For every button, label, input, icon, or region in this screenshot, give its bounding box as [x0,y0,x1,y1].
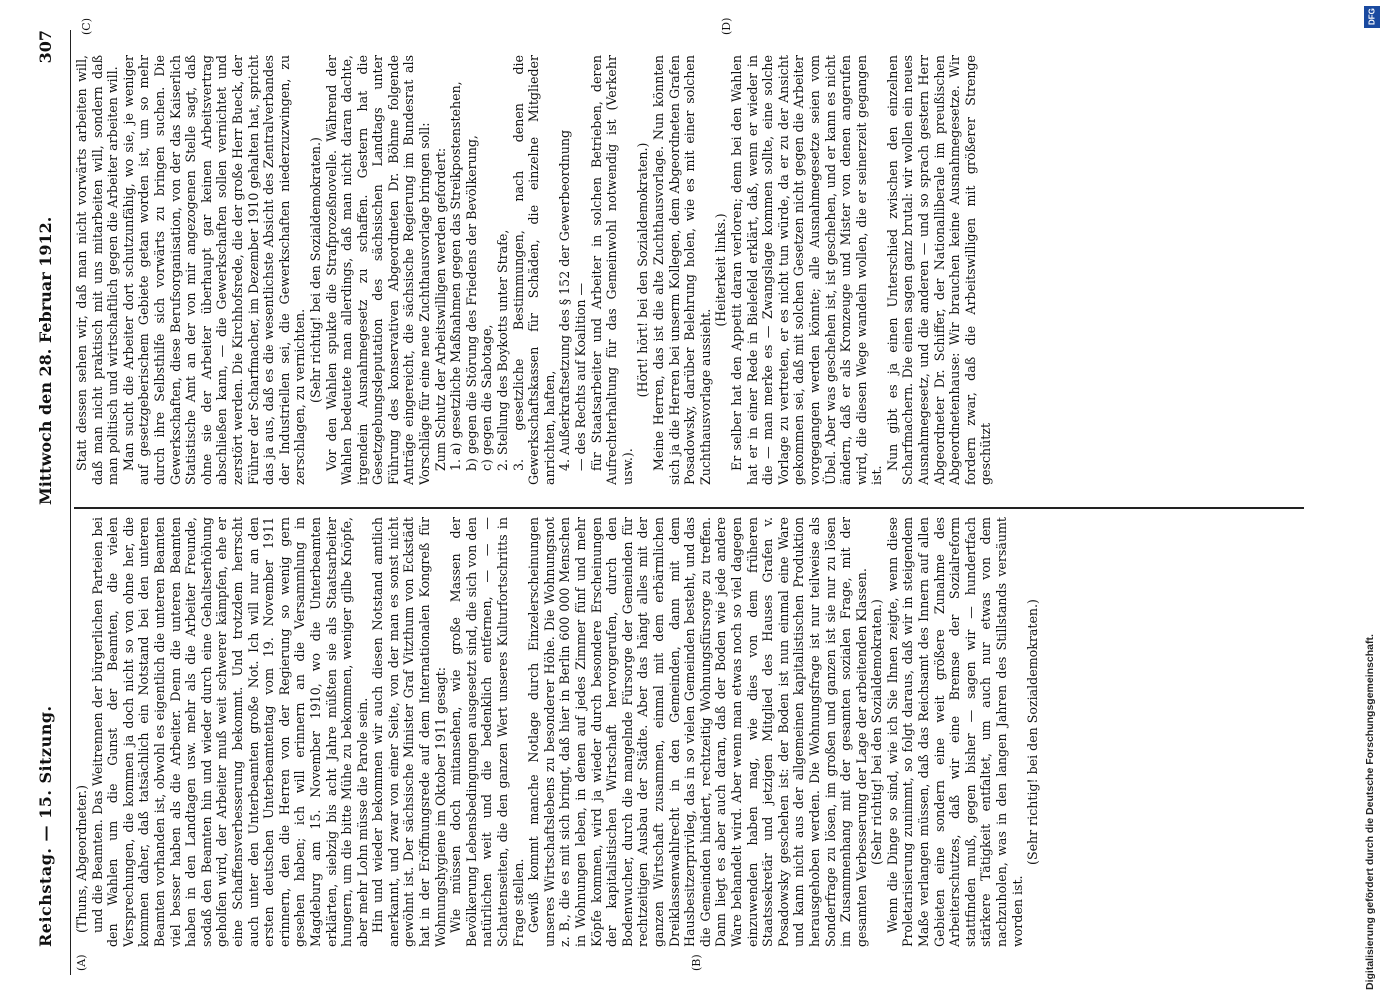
list-item: 3. gesetzliche Bestimmungen, nach denen die Gewerkschaftskassen für Schäden, die einzelne Mitglieder anrichten, haften, [510,55,557,485]
dfg-logo-icon: DFG [1364,6,1380,28]
header-date: Mittwoch den 28. Februar 1912. [36,216,55,505]
digitization-credit-strip [1362,0,1382,1000]
margin-letter-a: (A) [75,954,88,971]
paragraph: Meine Herren, das ist die alte Zuchthausvorlage. Nun könnten sich ja die Herren bei unserm Kollegen, dem Abgeordneten Grafen Posadowsky, darüber Belehrung holen, wie es mit einer solchen Zuchthausvorlage aussieht. [650,55,713,485]
list-item: 2. Stellung des Boykotts unter Strafe, [495,229,511,471]
paragraph: Wenn die Dinge so sind, wie ich Sie Ihnen zeigte, wenn diese Proletarisierung zunimmt, so folgt daraus, daß wir in steigendem Maße verlangen müssen, daß das Reichsamt des Innern auf allen Gebieten eine sondern eine weit größere Zunahme des Arbeiterschutzes, daß wir eine Bremse der Sozialreform stattfinden muß, gegen bisher — sagen wir — hundertfach stärkere Tätigkeit entfaltet, um auch nur etwas von dem nachzuholen, was in den langen Jahren des Stillstands versäumt worden ist. [884,517,1025,947]
paragraph: Man sucht die Arbeiter dort schutzunfähig, wo sie, je weniger auf gesetzgeberischem Gebiete getan worden ist, um so mehr durch ihre Selbsthilfe sich vorwärts zu bringen suchen. Die Gewerkschaften, diese Berufsorganisation, von der das Kaiserlich Statistische Amt an der von mir angezogenen Stelle sagt, daß ohne sie der Arbeiter überhaupt gar keinen Arbeitsvertrag abschließen kann, — die Gewerkschaften sollen vernichtet und zerstört werden. Die Kirchhofsrede, die der große Herr Bueck, der Führer der Scharfmacher, im Dezember 1910 gehalten hat, spricht das ja aus, daß es die wesentlichste Absicht des Zentralverbandes der Industriellen sei, die Gewerkschaften niederzuzwingen, zu zerschlagen, zu vernichten. [120,55,308,485]
page-number: 307 [36,30,55,64]
list-item: — des Rechts auf Koalition — [573,282,588,471]
list-item: 4. Außerkraftsetzung des § 152 der Gewerbeordnung [557,129,573,471]
list-item: b) gegen die Störung des Friedens der Bevölkerung, [463,135,479,471]
interjection: (Heiterkeit links.) [713,213,729,327]
column-divider [74,508,1304,510]
list-item: für Staatsarbeiter und Arbeiter in solchen Betrieben, deren Aufrechterhaltung für das Gemeinwohl notwendig ist (Verkehr usw.). [588,55,635,485]
text-column-right [74,55,1304,485]
paragraph: Statt dessen sehen wir, daß man nicht vorwärts arbeiten will, daß man nicht praktisch mit uns mitarbeiten will, sondern daß man politisch und wirtschaftlich gegen die Arbeiter arbeiten will. [74,55,121,485]
page-header [30,30,71,975]
digitization-credit: Digitalisierung gefördert durch die Deutsche Forschungsgemeinschaft. [1364,634,1376,990]
rotated-document [30,17,1315,975]
margin-letter-b: (B) [690,954,703,971]
interjection: (Sehr richtig! bei den Sozialdemokraten.) [869,599,885,865]
paragraph: Nun gibt es ja einen Unterschied zwischen den einzelnen Scharfmachern. Die einen sagen ganz brutal: wir wollen ein neues Ausnahmegesetz, und die anderen — und so sprach gestern Herr Abgeordneter Dr. Schiffer, der Nationalliberale im preußischen Abgeordnetenhause: Wir brauchen keine Ausnahmegesetze. Wir fordern zwar, daß die Arbeitswilligen mit größerer Strenge geschützt [884,55,994,485]
header-session: Reichstag. — 15. Sitzung. [36,705,55,947]
paragraph: Gewiß kommt manche Notlage durch Einzelerscheinungen unseres Wirtschaftslebens zu besonderer Höhe. Die Wohnungsnot z. B., die es mit sich bringt, daß hier in Berlin 600 000 Menschen in Wohnungen leben, in denen auf jedes Zimmer fünf und mehr Köpfe kommen, wird ja wieder durch besondere Erscheinungen der kapitalistischen Wirtschaft hervorgerufen, durch den Bodenwucher, durch die mangelnde Fürsorge der Gemeinden für rechtzeitigen Ausbau der Städte. Aber das hängt alles mit der ganzen Wirtschaft zusammen, einmal mit dem erbärmlichen Dreiklassenwahlrecht in den Gemeinden, dann mit dem Hausbesitzerprivileg, das in so vielen Gemeinden besteht, und das die Gemeinden hindert, rechtzeitig Wohnungsfürsorge zu treffen. Dann liegt es aber auch daran, daß der Boden wie jede andere Ware behandelt wird. Aber wenn man etwas noch so viel dagegen einzuwenden haben mag, wie dies von dem früheren Staatssekretär und jetzigen Mitglied des Hauses Grafen v. Posadowsky geschehen ist: der Boden ist nun einmal eine Ware und kann nicht aus der allgemeinen kapitalistischen Produktion herausgehoben werden. Die Wohnungsfrage ist nur teilweise als Sonderfrage zu lösen, im großen und ganzen ist sie nur zu lösen im Zusammenhang mit der gesamten sozialen Frage, mit der gesamten Verbesserung der Lage der arbeitenden Klassen. [526,517,869,947]
paragraph: Vor den Wahlen spukte die Strafprozeßnovelle. Während der Wahlen bedeutete man allerdings, daß man nicht daran dachte, irgendein Ausnahmegesetz zu schaffen. Gestern hat die Gesetzgebungsdeputation des sächsischen Landtags unter Führung des konservativen Abgeordneten Dr. Böhme folgende Anträge eingereicht, die sächsische Regierung im Bundesrat als Vorschläge für eine neue Zuchthausvorlage bringen soll: [323,55,433,485]
margin-letter-d: (D) [720,17,733,35]
list-item: c) gegen die Sabotage, [479,324,495,471]
interjection: (Sehr richtig! bei den Sozialdemokraten.) [1025,599,1041,865]
paragraph: und die Beamten. Das Weitrennen der bürgerlichen Parteien bei den Wahlen um die Gunst der Beamten, die vielen Versprechungen, die kommen ja doch nicht so von ohne her, die kommen daher, daß tatsächlich ein Notstand bei den unteren Beamten vorhanden ist, obwohl es eigentlich die unteren Beamten viel besser haben als die Arbeiter. Denn die unteren Beamten haben in den Landtagen usw. mehr als die Arbeiter Freunde, sodaß den Beamten hin und wieder durch eine Gehaltserhöhung geholfen wird, der Arbeiter muß weit schwerer kämpfen, ehe er eine Schaffensverbesserung bekommt. Und trotzdem herrscht auch unter den Unterbeamten große Not. Ich will nur an den ersten deutschen Unterbeamtentag vom 19. November 1911 erinnern, den die Herren von der Regierung so wenig gern gesehen haben; ich will erinnern an die Versammlung in Magdeburg am 15. November 1910, wo die Unterbeamten erklärten, siebzig bis acht Jahre müßten sie als Staatsarbeiter hungern, um die bitte Mühe zu bekommen, weniger gilbe Knöpfe, aber mehr Lohn müsse die Parole sein. [89,517,370,947]
interjection: (Sehr richtig! bei den Sozialdemokraten.) [307,137,323,403]
paragraph: (Thuns, Abgeordneter.) [74,784,89,933]
paragraph: Er selber hat den Appetit daran verloren; denn bei den Wahlen hat er in einer Rede in Bielefeld erklärt, daß, wenn er wieder in die — man merke es — Zwangslage kommen sollte, eine solche Vorlage zu vertreten, er es nicht tun würde, da er zu der Ansicht gekommen sei, daß mit solchen Gesetzen nicht gegen die Arbeiter vorgegangen werden könnte; alle Ausnahmegesetze seien vom Übel. Aber was geschehen ist, ist geschehen, und er kann es nicht ändern, daß er als Kronzeuge und Mister von denen angerufen wird, die diesen Wege wandeln wollen, die er seinerzeit gegangen ist. [728,55,885,485]
margin-letter-c: (C) [80,18,93,35]
paragraph: Hin und wieder bekommen wir auch diesen Notstand amtlich anerkannt, und zwar von einer Seite, von der man es sonst nicht gewöhnt ist. Der sächsische Minister Graf Vitzthum von Eckstädt hat in der Eröffnungsrede auf dem Internationalen Kongreß für Wohnungshygiene im Oktober 1911 gesagt: [370,517,448,947]
text-column-left [74,517,1304,947]
interjection: (Hört! hört! bei den Sozialdemokraten.) [635,142,651,398]
paragraph: Zum Schutz der Arbeitswilligen werden gefordert: [432,147,448,471]
list-item: 1. a) gesetzliche Maßnahmen gegen das Streikpostenstehen, [448,81,464,471]
quotation: Wie müssen doch mitansehen, wie große Massen der Bevölkerung Lebensbedingungen ausgesetzt sind, die sich von den natürlichen weit und die bedenklich entfernen, — — — Schattenseiten, die den ganzen Wert unseres Kulturfortschritts in Frage stellen. [448,517,526,947]
